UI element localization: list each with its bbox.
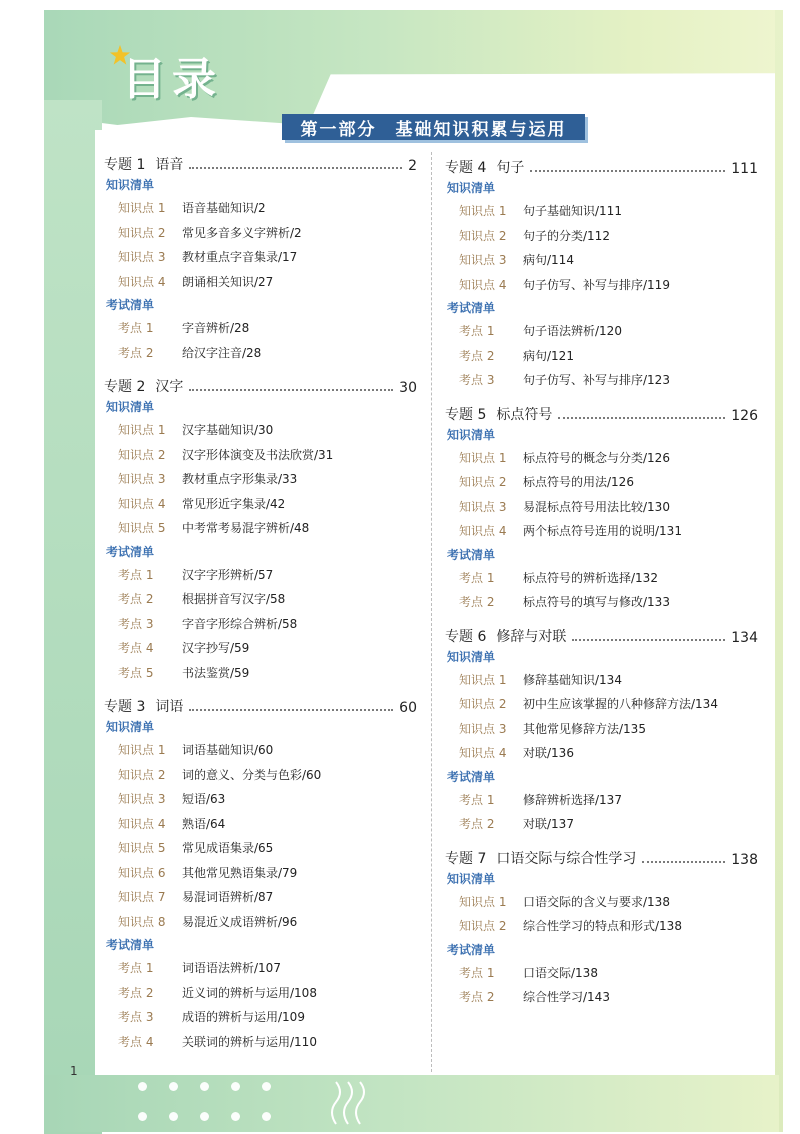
toc-entry[interactable] [118,763,417,788]
entry-kind: 知识点 3 [118,472,166,486]
entry-title: 语音基础知识/2 [182,201,266,215]
toc-topic [445,155,758,393]
section-heading: 考试清单 [447,942,496,957]
section-heading: 知识清单 [106,720,155,734]
entry-title: 短语/63 [182,792,226,806]
entry-title: 口语交际的含义与要求/138 [523,894,670,909]
entry-title: 综合性学习/143 [523,990,610,1004]
topic-heading[interactable] [445,402,758,424]
entry-kind: 知识点 4 [459,277,507,292]
entry-kind: 知识点 7 [118,890,166,904]
toc-topic [104,152,417,365]
toc-entry[interactable] [459,495,758,520]
entry-title: 句子的分类/112 [523,228,610,243]
entry-kind: 知识点 8 [118,914,166,929]
entry-title: 书法鉴赏/59 [182,665,250,680]
entry-kind: 知识点 3 [118,792,166,806]
section-heading: 知识清单 [447,649,496,664]
toc-entry[interactable] [118,270,417,295]
dot-leader [530,170,725,172]
toc-entry[interactable] [459,470,758,495]
entry-title: 词的意义、分类与色彩/60 [182,767,322,782]
entry-kind: 考点 2 [459,817,495,831]
entry-title: 教材重点字音集录/17 [182,250,298,264]
entry-kind: 考点 2 [118,592,154,606]
toc-entry[interactable] [118,1005,417,1030]
topic-page-number: 60 [399,700,417,716]
entry-title: 常见形近字集录/42 [182,496,286,511]
topic-page-number: 138 [731,851,758,868]
entry-title: 字音辨析/28 [182,321,250,335]
entry-title: 易混标点符号用法比较/130 [523,499,670,514]
entry-title: 中考常考易混字辨析/48 [182,521,310,535]
entry-title: 句子基础知识/111 [523,204,622,218]
entry-kind: 知识点 5 [118,521,166,535]
entry-title: 给汉字注音/28 [182,345,262,360]
topic-label: 专题 5 [445,406,487,423]
toc-entry[interactable] [118,812,417,837]
entry-kind: 知识点 1 [459,450,507,465]
dot-leader [189,389,393,391]
entry-kind: 知识点 4 [118,816,166,831]
entry-title: 其他常见熟语集录/79 [182,865,298,880]
entry-kind: 知识点 2 [459,228,507,243]
toc-entry[interactable] [459,985,758,1010]
section-heading: 考试清单 [447,769,496,784]
section-heading: 考试清单 [447,547,496,562]
section-heading: 考试清单 [106,544,155,559]
entry-kind: 知识点 2 [118,225,166,240]
topic-name: 标点符号 [496,406,553,423]
entry-kind: 知识点 1 [459,894,507,909]
topic-page-number: 126 [731,407,758,424]
topic-name: 汉字 [155,379,184,395]
entry-title: 易混词语辨析/87 [182,890,274,904]
entry-title: 常见成语集录/65 [182,841,274,855]
topic-page-number: 2 [408,158,417,174]
toc-entry[interactable] [118,956,417,981]
toc-entry[interactable] [118,661,417,686]
section-heading: 考试清单 [106,298,155,312]
entry-title: 教材重点字形集录/33 [182,472,298,486]
entry-kind: 知识点 1 [118,201,166,215]
dot-leader [189,167,402,169]
toc-entry[interactable] [459,788,758,813]
entry-kind: 知识点 2 [118,767,166,782]
toc-entry[interactable] [459,812,758,837]
toc-right-column [445,155,758,1010]
entry-title: 修辞基础知识/134 [523,672,622,687]
entry-kind: 考点 3 [118,1010,154,1024]
entry-kind: 知识点 3 [118,250,166,264]
entry-kind: 知识点 3 [459,499,507,514]
toc-entry[interactable] [459,344,758,369]
toc-entry[interactable] [118,885,417,910]
toc-entry[interactable] [118,787,417,812]
part-banner: 第一部分 基础知识积累与运用 [282,114,585,140]
entry-kind: 知识点 2 [118,447,166,462]
entry-title: 其他常见修辞方法/135 [523,721,646,736]
footer-wave-decoration [330,1080,380,1128]
entry-title: 朗诵相关知识/27 [182,274,274,289]
toc-entry[interactable] [118,341,417,366]
entry-kind: 考点 5 [118,665,154,680]
toc-entry[interactable] [118,738,417,763]
entry-title: 两个标点符号连用的说明/131 [523,524,682,538]
toc-entry[interactable] [459,224,758,249]
toc-left-column [104,152,417,1054]
entry-title: 句子仿写、补写与排序/123 [523,373,670,387]
toc-entry[interactable] [118,636,417,661]
entry-kind: 考点 4 [118,1034,154,1049]
entry-title: 汉字形体演变及书法欣赏/31 [182,447,334,462]
entry-kind: 考点 1 [118,567,154,582]
toc-entry[interactable] [118,836,417,861]
page-number: 1 [70,1064,78,1078]
toc-entry[interactable] [459,273,758,298]
entry-kind: 考点 3 [118,616,154,631]
entry-kind: 考点 2 [459,990,495,1004]
topic-page-number: 30 [399,380,417,396]
topic-heading[interactable] [104,694,417,716]
section-heading: 知识清单 [447,427,496,442]
entry-title: 对联/137 [523,817,574,831]
topic-label: 专题 3 [104,699,146,715]
toc-entry[interactable] [118,516,417,541]
toc-entry[interactable] [118,492,417,517]
entry-title: 标点符号的填写与修改/133 [523,595,670,609]
toc-entry[interactable] [459,590,758,615]
entry-kind: 知识点 6 [118,865,166,880]
topic-label: 专题 2 [104,379,146,395]
entry-kind: 知识点 1 [118,423,166,437]
topic-name: 修辞与对联 [496,628,567,645]
topic-name: 口语交际与综合性学习 [496,850,637,867]
toc-entry[interactable] [118,587,417,612]
toc-entry[interactable] [459,368,758,393]
left-margin-band [44,100,102,1134]
toc-entry[interactable] [459,914,758,939]
footer-band [44,1075,779,1132]
toc-entry[interactable] [118,563,417,588]
toc-entry[interactable] [459,961,758,986]
toc-entry[interactable] [459,668,758,693]
entry-title: 词语语法辨析/107 [182,961,281,975]
toc-entry[interactable] [459,319,758,344]
dot-leader [189,709,393,711]
section-heading: 考试清单 [447,301,496,315]
entry-title: 标点符号的概念与分类/126 [523,450,670,465]
right-margin-band [775,10,783,1132]
entry-kind: 考点 2 [459,348,495,363]
entry-title: 标点符号的辨析选择/132 [523,570,658,585]
topic-heading[interactable] [445,624,758,646]
entry-kind: 知识点 3 [459,721,507,736]
topic-name: 语音 [155,157,184,173]
entry-kind: 知识点 1 [459,204,507,218]
page-title: 目录 [122,54,222,105]
topic-name: 词语 [155,699,184,715]
entry-kind: 考点 1 [118,961,154,975]
entry-kind: 知识点 2 [459,475,507,489]
toc-entry[interactable] [118,467,417,492]
entry-kind: 考点 1 [459,792,495,807]
toc-entry[interactable] [118,612,417,637]
toc-entry[interactable] [459,741,758,766]
toc-topic [445,846,758,1010]
entry-kind: 知识点 1 [459,672,507,687]
entry-kind: 知识点 4 [118,274,166,289]
entry-title: 字音字形综合辨析/58 [182,616,298,631]
section-heading: 知识清单 [106,400,155,414]
entry-title: 汉字字形辨析/57 [182,567,274,582]
topic-label: 专题 6 [445,628,487,645]
toc-entry[interactable] [118,981,417,1006]
entry-kind: 知识点 4 [459,524,507,538]
entry-kind: 考点 1 [118,321,154,335]
toc-topic [445,402,758,615]
entry-title: 句子仿写、补写与排序/119 [523,277,670,292]
entry-title: 汉字基础知识/30 [182,423,274,437]
toc-entry[interactable] [118,221,417,246]
dot-leader [572,639,725,641]
topic-heading[interactable] [104,152,417,174]
toc-entry[interactable] [118,443,417,468]
topic-label: 专题 1 [104,157,146,173]
topic-heading[interactable] [445,155,758,177]
entry-kind: 考点 1 [459,570,495,585]
toc-topic [104,374,417,685]
entry-title: 关联词的辨析与运用/110 [182,1034,317,1049]
topic-page-number: 111 [731,161,758,177]
entry-title: 熟语/64 [182,816,226,831]
entry-title: 病句/114 [523,253,574,267]
entry-kind: 知识点 5 [118,841,166,855]
toc-entry[interactable] [459,890,758,915]
toc-topic [445,624,758,837]
topic-label: 专题 7 [445,850,487,867]
entry-title: 成语的辨析与运用/109 [182,1010,305,1024]
column-divider [431,152,432,1072]
toc-entry[interactable] [118,316,417,341]
toc-entry[interactable] [459,199,758,224]
topic-heading[interactable] [445,846,758,868]
toc-entry[interactable] [118,196,417,221]
entry-title: 修辞辨析选择/137 [523,792,622,807]
entry-title: 句子语法辨析/120 [523,324,622,338]
topic-label: 专题 4 [445,160,487,176]
entry-title: 病句/121 [523,348,574,363]
entry-title: 口语交际/138 [523,965,598,980]
entry-kind: 知识点 1 [118,743,166,757]
toc-entry[interactable] [118,245,417,270]
entry-kind: 知识点 4 [459,746,507,760]
section-heading: 知识清单 [447,181,496,195]
toc-entry[interactable] [459,248,758,273]
entry-kind: 考点 1 [459,965,495,980]
entry-title: 标点符号的用法/126 [523,475,634,489]
toc-entry[interactable] [118,910,417,935]
toc-entry[interactable] [459,566,758,591]
entry-kind: 考点 1 [459,324,495,338]
entry-title: 易混近义成语辨析/96 [182,914,298,929]
toc-entry[interactable] [118,861,417,886]
topic-heading[interactable] [104,374,417,396]
dot-leader [558,417,725,419]
entry-kind: 考点 2 [459,595,495,609]
entry-title: 常见多音多义字辨析/2 [182,225,302,240]
entry-title: 词语基础知识/60 [182,743,274,757]
entry-kind: 知识点 3 [459,253,507,267]
entry-kind: 知识点 2 [459,919,507,933]
entry-kind: 考点 2 [118,345,154,360]
toc-entry[interactable] [118,418,417,443]
section-heading: 考试清单 [106,938,155,952]
topic-page-number: 134 [731,629,758,646]
toc-entry[interactable] [459,692,758,717]
dot-leader [642,861,725,863]
section-heading: 知识清单 [447,871,496,886]
entry-kind: 考点 4 [118,641,154,655]
entry-title: 综合性学习的特点和形式/138 [523,919,682,933]
toc-entry[interactable] [459,519,758,544]
toc-entry[interactable] [459,717,758,742]
entry-kind: 知识点 4 [118,496,166,511]
entry-title: 汉字抄写/59 [182,641,250,655]
toc-entry[interactable] [459,446,758,471]
toc-entry[interactable] [118,1030,417,1055]
toc-topic [104,694,417,1054]
entry-title: 初中生应该掌握的八种修辞方法/134 [523,697,718,711]
entry-title: 对联/136 [523,746,574,760]
entry-kind: 知识点 2 [459,697,507,711]
entry-title: 近义词的辨析与运用/108 [182,985,317,1000]
entry-kind: 考点 3 [459,373,495,387]
entry-title: 根据拼音写汉字/58 [182,592,286,606]
section-heading: 知识清单 [106,178,155,192]
topic-name: 句子 [496,160,525,176]
entry-kind: 考点 2 [118,985,154,1000]
